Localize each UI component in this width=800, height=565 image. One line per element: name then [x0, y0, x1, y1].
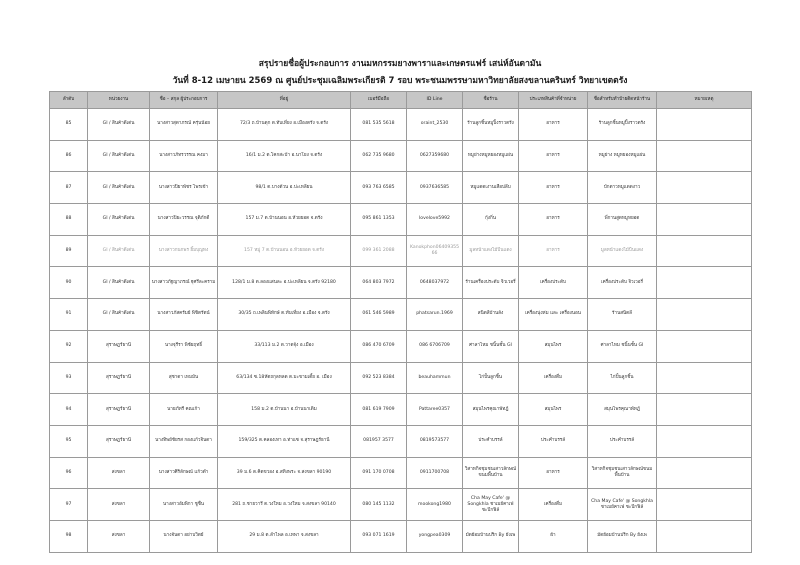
document-title: สรุปรายชื่อผู้ประกอบการ งานมหกรรมยางพาราและเกษตรแฟร์ เสน่ห์อันดามัน — [258, 59, 542, 69]
cell-name: นางสาวภัทรวรรณ คงมา — [150, 140, 218, 172]
cell-note — [657, 362, 752, 394]
cell-product-type: สมุนไพร — [519, 330, 588, 362]
cell-address: 72/3 ถ.บ้านดุก ต.ทับเที่ยง อ.เมืองตรัง จ.ตรัง — [218, 109, 351, 141]
cell-phone: 080 145 1132 — [351, 489, 407, 521]
cell-order: 98 — [50, 520, 88, 552]
cell-order: 92 — [50, 330, 88, 362]
cell-sign-name: มูลหน้าแดงไม้ปีนแดง — [588, 235, 657, 267]
table-row — [50, 109, 752, 141]
cell-order: 85 — [50, 109, 88, 141]
cell-address: 63/134 ซ.18หัตถกุลหลด ต.มะขามเตี้ย อ. เมือง — [218, 362, 351, 394]
cell-agency: GI / สินค้าดีเด่น — [88, 172, 150, 204]
cell-shop-name: วิสาหกิจชุมชนเสาวลักษณ์ขนมพื้นบ้าน — [463, 457, 519, 489]
table-row — [50, 362, 752, 394]
cell-line-id: 0937636585 — [407, 172, 463, 204]
cell-order: 90 — [50, 267, 88, 299]
table-header-row — [50, 92, 752, 109]
cell-product-type: อาหาร — [519, 235, 588, 267]
table-row — [50, 520, 752, 552]
table-row — [50, 235, 752, 267]
cell-line-id: lovelove5992 — [407, 204, 463, 236]
cell-shop-name: หมูแดดเงานเสือปลีบ — [463, 172, 519, 204]
column-header-type: ประเภทสินค้าที่จำหน่าย — [519, 92, 588, 109]
cell-shop-name: ประคำบรรล์ — [463, 425, 519, 457]
cell-phone: 095 861 1353 — [351, 204, 407, 236]
cell-phone: 091 170 0708 — [351, 457, 407, 489]
table-row — [50, 299, 752, 331]
cell-sign-name: Cha May Cafe' @ Songkhla ชาเมย์คาเฟ่ ชะปีกฟิล์ — [588, 489, 657, 521]
cell-phone: 081 535 5618 — [351, 109, 407, 141]
cell-sign-name: มัดย้อมบ้านปริก By ยังเพ — [588, 520, 657, 552]
cell-product-type: ผ้า — [519, 520, 588, 552]
cell-address: 39 ม.6 ต.คิดขวอง อ.สทิงพระ จ.สงขลา 90190 — [218, 457, 351, 489]
cell-line-id: 086 6706709 — [407, 330, 463, 362]
cell-order: 87 — [50, 172, 88, 204]
cell-shop-name: Cha May Cafe' @ Songkhla ชาเมย์คาเฟ่ ชะปีกฟิล์ — [463, 489, 519, 521]
column-header-phone: เบอร์มือถือ — [351, 92, 407, 109]
cell-address: 159/325 ต.คลองเทา อ.ท่าแซ จ.สุราษฎร์ธานี — [218, 425, 351, 457]
cell-phone: 062 735 9680 — [351, 140, 407, 172]
column-header-sign: ชื่อสำหรับทำป้ายติดหน้าร้าน — [588, 92, 657, 109]
cell-shop-name: ร้านเครื่องประดับ จิวเวอรี่ — [463, 267, 519, 299]
cell-name: นางสาวภัฐญาภรณ์ ฐุศรีละคราม — [150, 267, 218, 299]
cell-name: นางสาวปิยะวรรณ จุติภักดี — [150, 204, 218, 236]
cell-sign-name: พี่กานสูดหมูหยอด — [588, 204, 657, 236]
cell-agency: สุราษฎร์ธานี — [88, 425, 150, 457]
cell-product-type: อาหาร — [519, 457, 588, 489]
cell-product-type: เครื่องประดับ — [519, 267, 588, 299]
cell-note — [657, 425, 752, 457]
cell-address: 33/113 ม.2 ต.วาดจุ้ง อ.เมือง — [218, 330, 351, 362]
table-row — [50, 204, 752, 236]
cell-phone: 081 619 7909 — [351, 394, 407, 426]
column-header-line: ID Line — [407, 92, 463, 109]
column-header-order: ลำดับ — [50, 92, 88, 109]
cell-product-type: อาหาร — [519, 140, 588, 172]
cell-shop-name: หมูย่างหมูหยองหมูแผ่น — [463, 140, 519, 172]
cell-line-id: 0911700708 — [407, 457, 463, 489]
cell-agency: สุราษฎร์ธานี — [88, 330, 150, 362]
column-header-shop: ชื่อร้าน — [463, 92, 519, 109]
cell-phone: 092 523 8384 — [351, 362, 407, 394]
participants-table — [49, 91, 752, 553]
cell-line-id: oraint_2530 — [407, 109, 463, 141]
table-row — [50, 394, 752, 426]
cell-order: 86 — [50, 140, 88, 172]
cell-shop-name: ศาลาไหม ชนิ้นชั้น GI — [463, 330, 519, 362]
cell-agency: สงขลา — [88, 520, 150, 552]
cell-agency: GI / สินค้าดีเด่น — [88, 235, 150, 267]
cell-note — [657, 267, 752, 299]
cell-line-id: 0648037972 — [407, 267, 463, 299]
cell-order: 95 — [50, 425, 88, 457]
cell-sign-name: ศาลาไหม ชนิ้นชั้น GI — [588, 330, 657, 362]
cell-sign-name: ประคำบรรล์ — [588, 425, 657, 457]
table-body — [50, 109, 752, 553]
cell-shop-name: ไก่ปั้นลูกชิ้น — [463, 362, 519, 394]
column-header-address: ที่อยู่ — [218, 92, 351, 109]
cell-product-type: อาหาร — [519, 109, 588, 141]
cell-sign-name: บักตาวหมูแดดงาว — [588, 172, 657, 204]
cell-address: 128/1 ม.8 ต.ลองแสนละ อ.ปะเหลียน จ.ตรัง 92180 — [218, 267, 351, 299]
cell-note — [657, 235, 752, 267]
cell-product-type: อาหาร — [519, 204, 588, 236]
table-row — [50, 140, 752, 172]
cell-name: นางสาวปิยาพัชร ไพรเข้า — [150, 172, 218, 204]
cell-name: นางสาวกนกพร ยิ้มบุญทง — [150, 235, 218, 267]
cell-address: 30/35 ถ.เพลินพิทักษ์ ต.ทับเที่ยง อ.เมือง จ.ตรัง — [218, 299, 351, 331]
cell-note — [657, 457, 752, 489]
table-row — [50, 330, 752, 362]
cell-phone: 093 763 6585 — [351, 172, 407, 204]
column-header-name: ชื่อ – สกุล ผู้ประกอบการ — [150, 92, 218, 109]
cell-shop-name: กุ้งกิ่น — [463, 204, 519, 236]
cell-shop-name: สมุนไพรคุณาพัทฎ์ — [463, 394, 519, 426]
cell-line-id: phatsarun.1969 — [407, 299, 463, 331]
table-row — [50, 267, 752, 299]
cell-address: 157 ม.7 ต.บ้านนอน อ.ห้วยยอด จ.ตรัง — [218, 204, 351, 236]
table-row — [50, 425, 752, 457]
cell-phone: 081957 3577 — [351, 425, 407, 457]
cell-shop-name: สนิตลีบ้านลัง — [463, 299, 519, 331]
cell-address: 16/1 ม.2 ต.โคกสะบ้า อ.นาโยง จ.ตรัง — [218, 140, 351, 172]
cell-agency: สุราษฎร์ธานี — [88, 394, 150, 426]
cell-product-type: เครื่องดื่ม — [519, 489, 588, 521]
cell-note — [657, 204, 752, 236]
cell-agency: GI / สินค้าดีเด่น — [88, 109, 150, 141]
cell-sign-name: สมุนไพรคุณาพัทฎ์ — [588, 394, 657, 426]
cell-agency: สุราษฎร์ธานี — [88, 362, 150, 394]
cell-address: 281 ถ.ชายวารี ต.วงใหม อ.วงใหม จ.สงขลา 90140 — [218, 489, 351, 521]
cell-sign-name: ร้านลูกชิ้นหมูปิ้งราวตรัง — [588, 109, 657, 141]
cell-note — [657, 109, 752, 141]
cell-line-id: 0819573577 — [407, 425, 463, 457]
cell-name: นางสาวภัสครัมย์ พิชิตรัตน์ — [150, 299, 218, 331]
cell-shop-name: มูลหน้าแดงไม้ปีนแดง — [463, 235, 519, 267]
cell-order: 89 — [50, 235, 88, 267]
cell-sign-name: ร้านสนิตลี — [588, 299, 657, 331]
cell-product-type: เครื่องนุ่งห่ม และ เครื่องนอน — [519, 299, 588, 331]
cell-phone: 093 071 1619 — [351, 520, 407, 552]
cell-line-id: beauhammun — [407, 362, 463, 394]
cell-address: 98/1 ต.บางด้วน อ.ปะเหลียน — [218, 172, 351, 204]
cell-phone: 064 803 7972 — [351, 267, 407, 299]
cell-sign-name: ไก่ปั้นลูกชิ้น — [588, 362, 657, 394]
cell-agency: GI / สินค้าดีเด่น — [88, 140, 150, 172]
cell-note — [657, 299, 752, 331]
cell-note — [657, 489, 752, 521]
cell-phone: 086 470 6709 — [351, 330, 407, 362]
cell-product-type: สมุนไพร — [519, 394, 588, 426]
cell-note — [657, 520, 752, 552]
cell-address: 158 ม.2 ต.บ้านนา อ.บ้านนาเดิม — [218, 394, 351, 426]
cell-agency: GI / สินค้าดีเด่น — [88, 204, 150, 236]
cell-line-id: 0627359680 — [407, 140, 463, 172]
cell-order: 88 — [50, 204, 88, 236]
cell-product-type: เครื่องดื่ม — [519, 362, 588, 394]
column-header-note: หมายเหตุ — [657, 92, 752, 109]
cell-order: 94 — [50, 394, 88, 426]
cell-address: 29 ม.8 ต.ลำไพล อ.เทพา จ.สงขลา — [218, 520, 351, 552]
cell-order: 96 — [50, 457, 88, 489]
cell-order: 93 — [50, 362, 88, 394]
cell-product-type: อาหาร — [519, 172, 588, 204]
cell-name: นางจุรีรา พิชัยฤทธิ์ — [150, 330, 218, 362]
cell-address: 157 หมู่ 7 ต.บ้านนอน อ.ห้วยยอด จ.ตรัง — [218, 235, 351, 267]
cell-product-type: ประคำบรรล์ — [519, 425, 588, 457]
cell-name: นางจันดา อย่าบวิตย์ — [150, 520, 218, 552]
cell-agency: สงขลา — [88, 457, 150, 489]
cell-name: นางสาวสุดาภรณ์ ครุ่นน้อย — [150, 109, 218, 141]
cell-name: นางสาวอัมพิกา ชูชื่น — [150, 489, 218, 521]
cell-note — [657, 140, 752, 172]
cell-agency: GI / สินค้าดีเด่น — [88, 267, 150, 299]
cell-line-id: yongpea0309 — [407, 520, 463, 552]
cell-sign-name: เครื่องประดับ จิวเวอรี่ — [588, 267, 657, 299]
cell-phone: 061 546 5989 — [351, 299, 407, 331]
cell-note — [657, 330, 752, 362]
cell-name: นางสาวศิริลักษณ์ แก้วดำ — [150, 457, 218, 489]
cell-shop-name: ร้านลูกชิ้นหมูปิ้งราวตรัง — [463, 109, 519, 141]
column-header-agency: หน่วยงาน — [88, 92, 150, 109]
cell-order: 97 — [50, 489, 88, 521]
cell-name: สุชาดา เหมมัน — [150, 362, 218, 394]
cell-note — [657, 394, 752, 426]
cell-order: 91 — [50, 299, 88, 331]
cell-sign-name: หมูย่าง หมูหยองหมูแผ่น — [588, 140, 657, 172]
cell-sign-name: วิสาหกิจชุมชนเสาวลักษณ์ขนมพื้นบ้าน — [588, 457, 657, 489]
cell-line-id: Kanokphon06409355 66 — [407, 235, 463, 267]
cell-shop-name: มัดย้อมบ้านปริก By ยังเพ — [463, 520, 519, 552]
cell-phone: 099 361 2088 — [351, 235, 407, 267]
table-row — [50, 172, 752, 204]
cell-line-id: mookong1980 — [407, 489, 463, 521]
document-subtitle: วันที่ 8-12 เมษายน 2569 ณ ศูนย์ประชุมเฉลิมพระเกียรติ 7 รอบ พระชนมพรรษามหาวิทยาลัยสงขลานครินทร์ วิทยาเขตตรัง — [172, 76, 628, 86]
cell-note — [657, 172, 752, 204]
table-row — [50, 457, 752, 489]
cell-agency: สงขลา — [88, 489, 150, 521]
cell-agency: GI / สินค้าดีเด่น — [88, 299, 150, 331]
cell-name: นายภัทรี คณเก้า — [150, 394, 218, 426]
table-row — [50, 489, 752, 521]
cell-name: นางทิพย์ชัยรส กองแก้วจินดา — [150, 425, 218, 457]
cell-line-id: Pattaree0357 — [407, 394, 463, 426]
